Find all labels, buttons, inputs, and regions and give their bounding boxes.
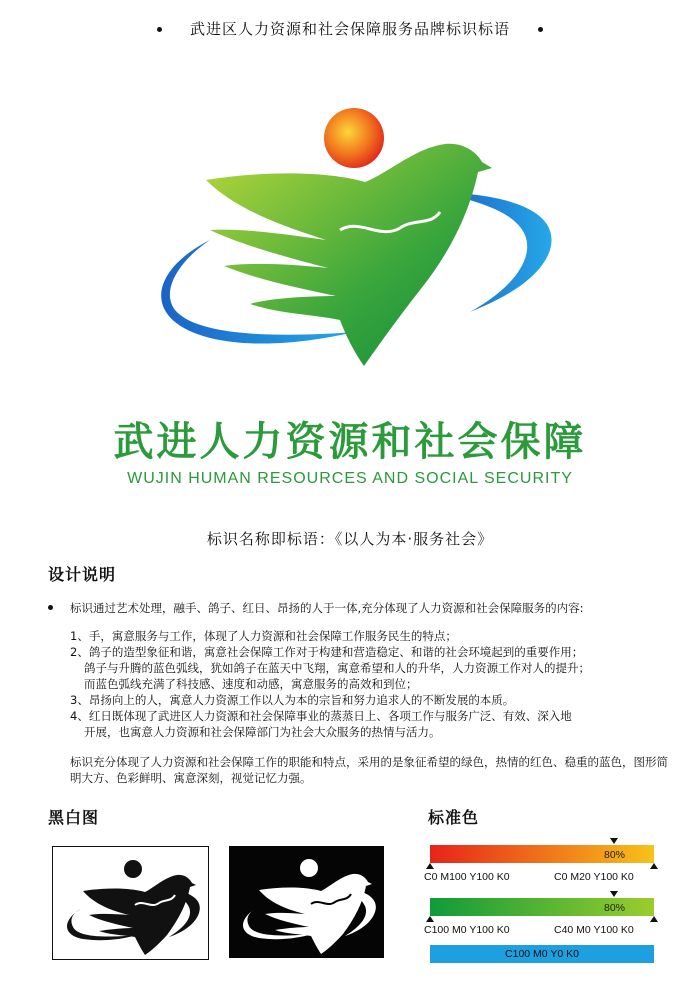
design-heading: 设计说明 bbox=[48, 565, 117, 584]
list-item: 而蓝色弧线充满了科技感、速度和动感，寓意服务的高效和到位； bbox=[84, 677, 418, 691]
color-bar-blue bbox=[430, 945, 654, 963]
marker-icon bbox=[650, 863, 658, 869]
bw-logo-black bbox=[229, 846, 384, 958]
page-header bbox=[0, 18, 700, 39]
bw-logo-white bbox=[52, 846, 209, 960]
spacer bbox=[428, 838, 436, 844]
list-item: 4、红日既体现了武进区人力资源和社会保障事业的蒸蒸日上、各项工作与服务广泛、有效、深入地 bbox=[70, 709, 572, 723]
list-item: 1、手，寓意服务与工作，体现了人力资源和社会保障工作服务民生的特点； bbox=[70, 629, 457, 643]
marker-icon bbox=[610, 891, 618, 897]
marker-icon bbox=[426, 916, 434, 922]
logo-mono-dark-icon bbox=[53, 847, 208, 959]
list-item: 鸽子与升腾的蓝色弧线，犹如鸽子在蓝天中飞翔，寓意希望和人的升华，人力资源工作对人的提升； bbox=[84, 661, 590, 675]
std-colors-heading: 标准色 bbox=[428, 808, 480, 827]
brand-en-name: WUJIN HUMAN RESOURCES AND SOCIAL SECURITY bbox=[127, 470, 573, 487]
design-summary: 标识充分体现了人力资源和社会保障工作的职能和特点，采用的是象征希望的绿色，热情的红色、稳重的蓝色，图形简明大方、色彩鲜明、寓意深刻，视觉记忆力强。 bbox=[70, 755, 668, 785]
bar-percent: 80% bbox=[604, 902, 626, 914]
dove-hand-shape bbox=[206, 144, 492, 366]
marker-icon bbox=[426, 863, 434, 869]
cmyk-label: C100 M0 Y100 K0 bbox=[424, 924, 510, 936]
logo-mono-light-icon bbox=[229, 846, 384, 958]
brand-logo bbox=[140, 100, 560, 400]
list-item: 2、鸽子的造型象征和谐，寓意社会保障工作对于构建和营造稳定、和谐的社会环境起到的重要作用； bbox=[70, 645, 584, 659]
bar-percent: 80% bbox=[604, 849, 626, 861]
design-items bbox=[48, 628, 668, 740]
header-title: 武进区人力资源和社会保障服务品牌标识标语 bbox=[189, 20, 510, 38]
brand-cn-name: 武进人力资源和社会保障 bbox=[113, 419, 587, 465]
list-item: 开展，也寓意人力资源和社会保障部门为社会大众服务的热情与活力。 bbox=[84, 725, 441, 739]
design-description bbox=[48, 600, 668, 786]
slogan: 标识名称即标语：《以人为本·服务社会》 bbox=[206, 530, 494, 548]
marker-icon bbox=[650, 916, 658, 922]
cmyk-label: C40 M0 Y100 K0 bbox=[554, 924, 634, 936]
cmyk-label: C0 M20 Y100 K0 bbox=[554, 871, 634, 883]
list-item: 3、昂扬向上的人，寓意人力资源工作以人为本的宗旨和努力追求人的不断发展的本质。 bbox=[70, 693, 515, 707]
bw-heading: 黑白图 bbox=[48, 808, 100, 827]
cmyk-label: C100 M0 Y0 K0 bbox=[505, 948, 579, 960]
design-intro: 标识通过艺术处理，融手、鸽子、红日、昂扬的人于一体,充分体现了人力资源和社会保障服务的内容: bbox=[48, 600, 668, 616]
bullet-dot bbox=[157, 27, 162, 32]
cmyk-label: C0 M100 Y100 K0 bbox=[424, 871, 510, 883]
sun-icon bbox=[324, 108, 384, 168]
marker-icon bbox=[610, 838, 618, 844]
bullet-dot bbox=[538, 27, 543, 32]
